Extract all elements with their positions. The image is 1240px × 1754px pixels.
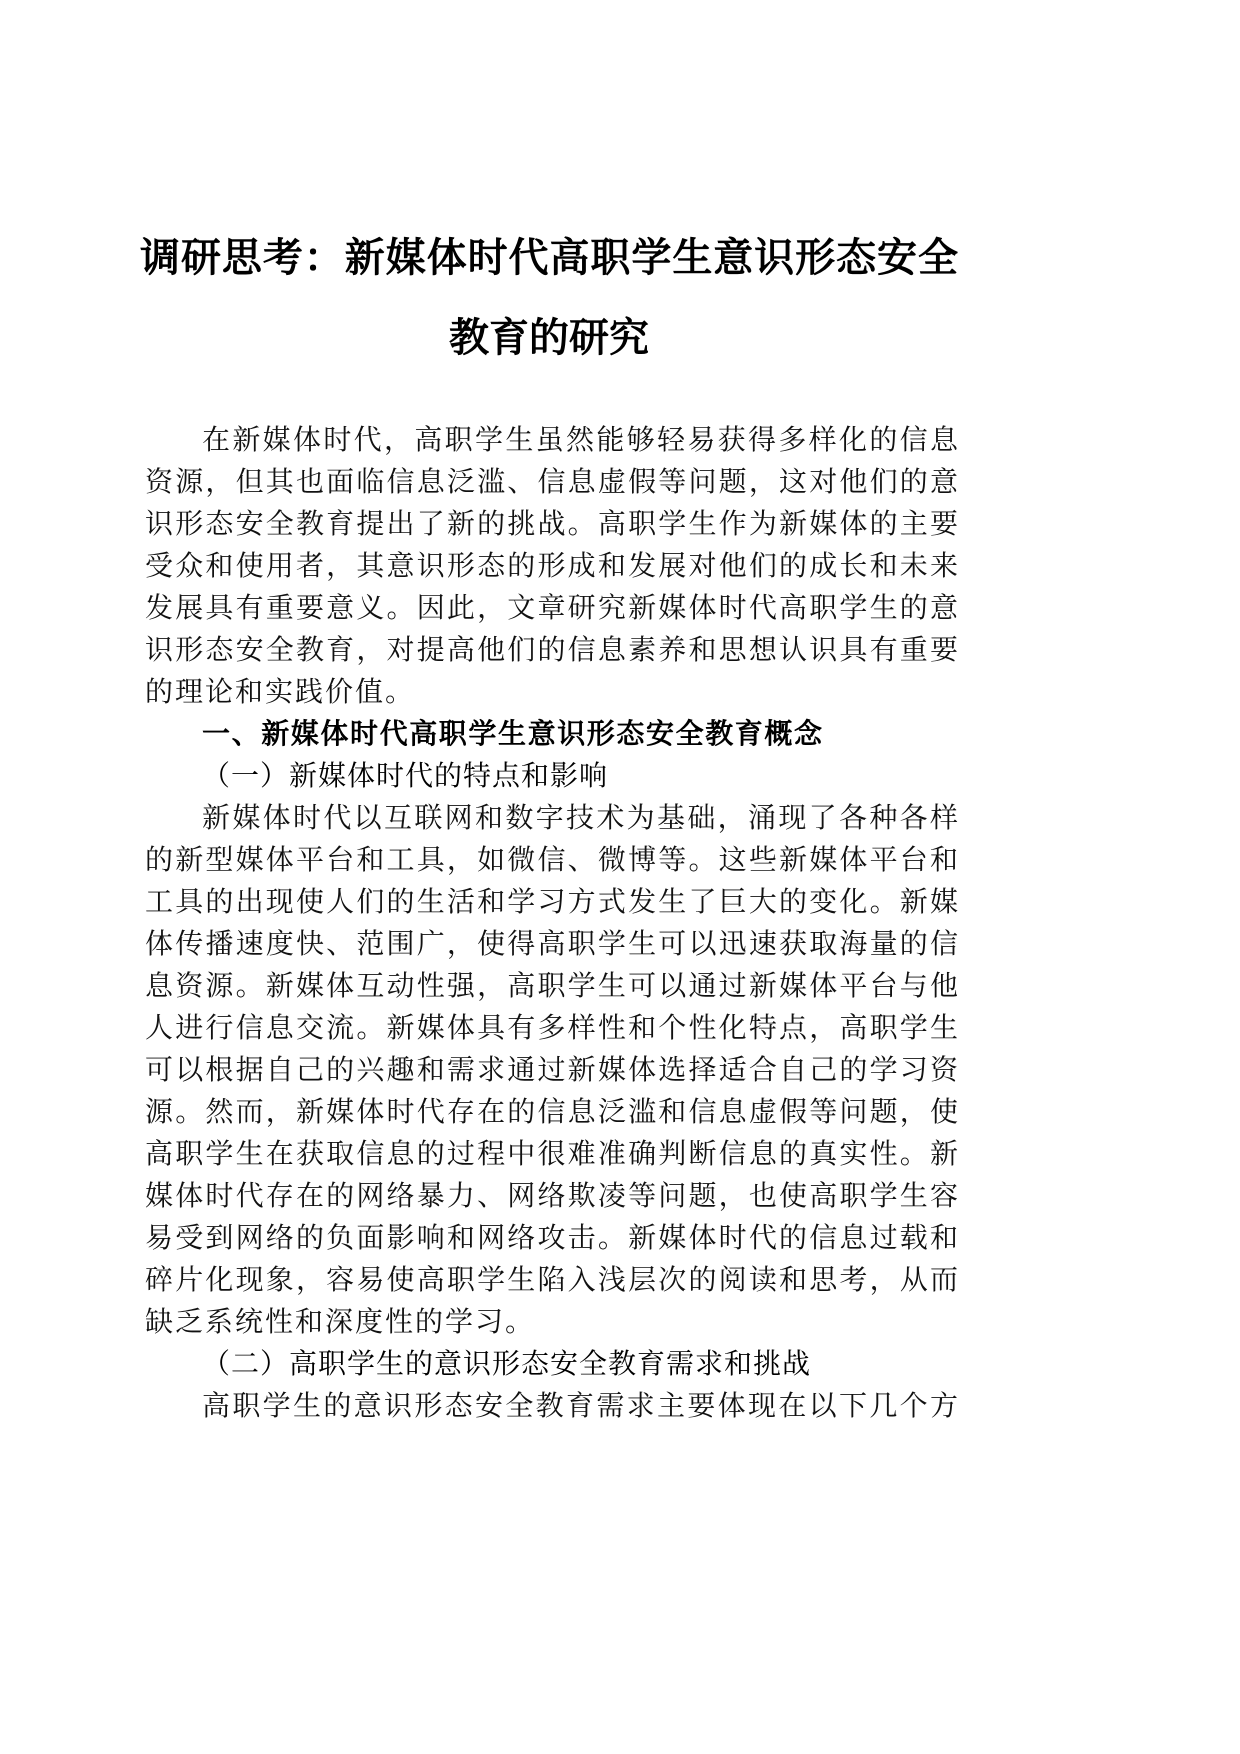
document-body [145, 419, 958, 1427]
intro-paragraph [145, 419, 958, 713]
subsection-2-paragraph [145, 1385, 958, 1427]
paragraph-line: 高职学生在获取信息的过程中很难准确判断信息的真实性。新 [145, 1137, 958, 1170]
paragraph-line: 识形态安全教育提出了新的挑战。高职学生作为新媒体的主要 [145, 507, 958, 540]
document-title [140, 218, 958, 378]
section-heading: 一、新媒体时代高职学生意识形态安全教育概念 [202, 717, 824, 750]
paragraph-line: 碎片化现象，容易使高职学生陷入浅层次的阅读和思考，从而 [145, 1263, 958, 1296]
paragraph-line: 人进行信息交流。新媒体具有多样性和个性化特点，高职学生 [145, 1011, 958, 1044]
paragraph-line: 易受到网络的负面影响和网络攻击。新媒体时代的信息过载和 [145, 1221, 958, 1254]
paragraph-line: 媒体时代存在的网络暴力、网络欺凌等问题，也使高职学生容 [145, 1179, 958, 1212]
paragraph-line: 的新型媒体平台和工具，如微信、微博等。这些新媒体平台和 [145, 843, 958, 876]
paragraph-line: 息资源。新媒体互动性强，高职学生可以通过新媒体平台与他 [145, 969, 958, 1002]
paragraph-line: 可以根据自己的兴趣和需求通过新媒体选择适合自己的学习资 [145, 1053, 958, 1086]
subsection-heading: （一）新媒体时代的特点和影响 [202, 759, 609, 792]
paragraph-line: 缺乏系统性和深度性的学习。 [145, 1305, 536, 1338]
paragraph-line: 高职学生的意识形态安全教育需求主要体现在以下几个方 [202, 1389, 958, 1422]
paragraph-line: 的理论和实践价值。 [145, 675, 416, 708]
subsection-heading: （二）高职学生的意识形态安全教育需求和挑战 [202, 1347, 812, 1380]
title-line-1: 调研思考：新媒体时代高职学生意识形态安全 [140, 234, 958, 281]
paragraph-line: 源。然而，新媒体时代存在的信息泛滥和信息虚假等问题，使 [145, 1095, 958, 1128]
paragraph-line: 受众和使用者，其意识形态的形成和发展对他们的成长和未来 [145, 549, 958, 582]
title-line-2: 教育的研究 [449, 314, 649, 361]
paragraph-line: 体传播速度快、范围广，使得高职学生可以迅速获取海量的信 [145, 927, 958, 960]
paragraph-line: 工具的出现使人们的生活和学习方式发生了巨大的变化。新媒 [145, 885, 958, 918]
subsection-1-paragraph [145, 797, 958, 1343]
paragraph-line: 新媒体时代以互联网和数字技术为基础，涌现了各种各样 [202, 801, 958, 834]
paragraph-line: 在新媒体时代，高职学生虽然能够轻易获得多样化的信息 [202, 423, 958, 456]
paragraph-line: 资源，但其也面临信息泛滥、信息虚假等问题，这对他们的意 [145, 465, 958, 498]
paragraph-line: 发展具有重要意义。因此，文章研究新媒体时代高职学生的意 [145, 591, 958, 624]
paragraph-line: 识形态安全教育，对提高他们的信息素养和思想认识具有重要 [145, 633, 958, 666]
